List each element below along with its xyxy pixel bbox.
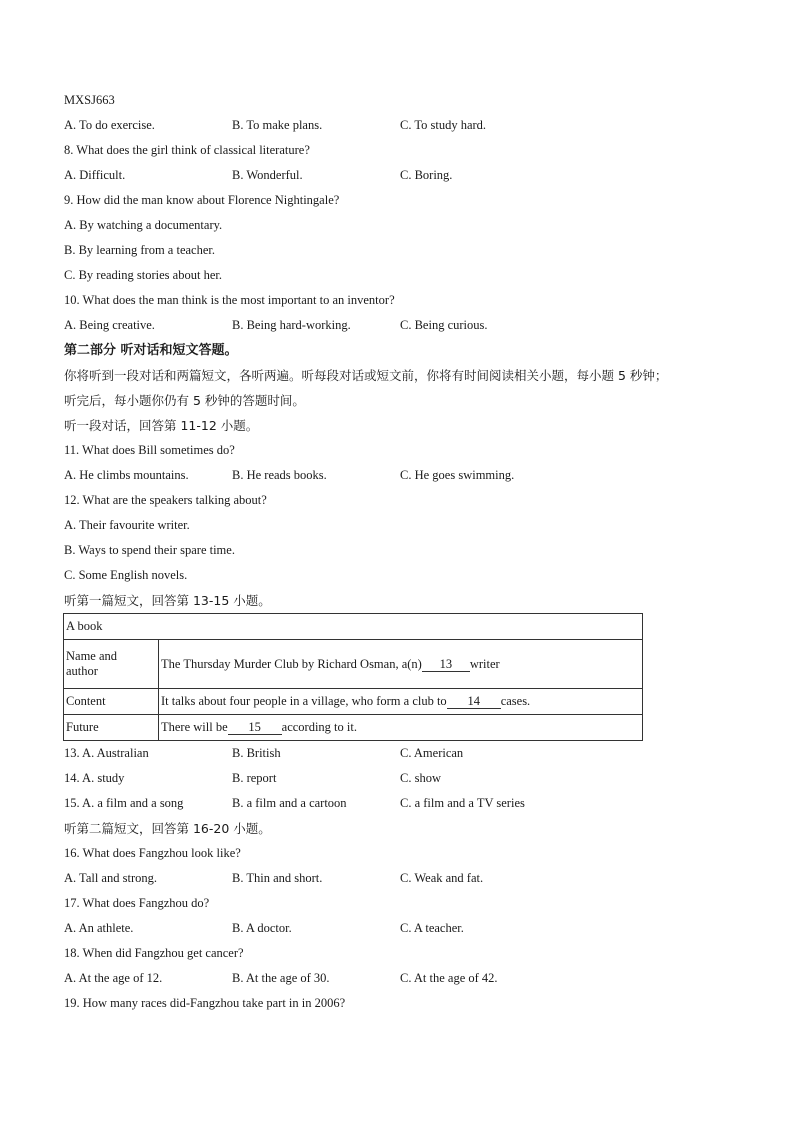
name-author-cell: [159, 640, 643, 689]
q9-option-c: C. By reading stories about her.: [64, 268, 222, 282]
q9-option-b: B. By learning from a teacher.: [64, 243, 215, 257]
name-text-before: The Thursday Murder Club by Richard Osman, a(n): [161, 656, 422, 671]
q10-option-a: A. Being creative.: [64, 318, 155, 332]
question-9: 9. How did the man know about Florence Nightingale?: [64, 193, 340, 207]
q12-option-b: B. Ways to spend their spare time.: [64, 543, 235, 557]
q12-option-a: A. Their favourite writer.: [64, 518, 190, 532]
q13-options: [64, 741, 754, 766]
q16-option-c: C. Weak and fat.: [400, 871, 484, 885]
q7-option-b: B. To make plans.: [232, 118, 323, 132]
q13-option-b: B. British: [232, 746, 281, 760]
q16-option-a: A. Tall and strong.: [64, 871, 157, 885]
header-code: MXSJ663: [64, 93, 115, 107]
q10-option-b: B. Being hard-working.: [232, 318, 351, 332]
q13-option-c: C. American: [400, 746, 464, 760]
table-title: A book: [64, 614, 643, 640]
q11-options: [64, 463, 754, 488]
q8-option-a: A. Difficult.: [64, 168, 126, 182]
future-text-after: according to it.: [281, 720, 357, 734]
q15-options: [64, 791, 754, 816]
q14-option-a: 14. A. study: [64, 771, 125, 785]
part2-instruction-2: 听完后，每小题你仍有 5 秒钟的答题时间。: [64, 393, 305, 408]
passage1-instruction: 听第一篇短文，回答第 13-15 小题。: [64, 593, 271, 608]
content-text-after: cases.: [500, 694, 531, 708]
q10-option-c: C. Being curious.: [400, 318, 488, 332]
q18-option-c: C. At the age of 42.: [400, 971, 498, 985]
q18-options: [64, 966, 754, 991]
q18-option-a: A. At the age of 12.: [64, 971, 163, 985]
book-info-table: [63, 613, 643, 741]
future-text-before: There will be: [161, 720, 228, 734]
name-label-line1: Name and: [66, 649, 118, 663]
question-17: 17. What does Fangzhou do?: [64, 896, 210, 910]
q8-options: [64, 163, 754, 188]
part2-title: 第二部分 听对话和短文答题。: [64, 343, 238, 358]
q15-option-b: B. a film and a cartoon: [232, 796, 347, 810]
question-10: 10. What does the man think is the most important to an inventor?: [64, 293, 395, 307]
content-label: Content: [64, 689, 159, 715]
name-author-label: [64, 640, 159, 689]
q14-options: [64, 766, 754, 791]
part2-instruction-1: 你将听到一段对话和两篇短文，各听两遍。听每段对话或短文前，你将有时间阅读相关小题，每小题 5 秒钟；: [64, 368, 668, 383]
q16-option-b: B. Thin and short.: [232, 871, 323, 885]
q10-options: [64, 313, 754, 338]
q17-option-c: C. A teacher.: [400, 921, 464, 935]
dialog-instruction: 听一段对话，回答第 11-12 小题。: [64, 418, 259, 433]
question-12: 12. What are the speakers talking about?: [64, 493, 267, 507]
question-19: 19. How many races did-Fangzhou take part in in 2006?: [64, 996, 346, 1010]
future-cell: [159, 715, 643, 741]
q7-option-c: C. To study hard.: [400, 118, 487, 132]
q12-option-c: C. Some English novels.: [64, 568, 188, 582]
question-11: 11. What does Bill sometimes do?: [64, 443, 235, 457]
q17-options: [64, 916, 754, 941]
exam-page: [64, 88, 754, 1016]
blank-15: 15: [228, 720, 282, 735]
passage2-instruction: 听第二篇短文，回答第 16-20 小题。: [64, 821, 271, 836]
q11-option-c: C. He goes swimming.: [400, 468, 515, 482]
question-16: 16. What does Fangzhou look like?: [64, 846, 241, 860]
q17-option-a: A. An athlete.: [64, 921, 134, 935]
q15-option-c: C. a film and a TV series: [400, 796, 525, 810]
blank-13: 13: [422, 657, 470, 672]
q14-option-c: C. show: [400, 771, 441, 785]
blank-14: 14: [447, 694, 501, 709]
q7-option-a: A. To do exercise.: [64, 118, 155, 132]
q8-option-b: B. Wonderful.: [232, 168, 303, 182]
q14-option-b: B. report: [232, 771, 277, 785]
q16-options: [64, 866, 754, 891]
q9-option-a: A. By watching a documentary.: [64, 218, 223, 232]
future-label: Future: [64, 715, 159, 741]
q7-options: [64, 113, 754, 138]
q17-option-b: B. A doctor.: [232, 921, 292, 935]
q11-option-a: A. He climbs mountains.: [64, 468, 189, 482]
content-cell: [159, 689, 643, 715]
q18-option-b: B. At the age of 30.: [232, 971, 330, 985]
name-label-line2: author: [66, 664, 98, 678]
q13-option-a: 13. A. Australian: [64, 746, 149, 760]
content-text-before: It talks about four people in a village, who form a club to: [161, 694, 447, 708]
q8-option-c: C. Boring.: [400, 168, 453, 182]
question-8: 8. What does the girl think of classical literature?: [64, 143, 310, 157]
q11-option-b: B. He reads books.: [232, 468, 327, 482]
name-text-after: writer: [469, 656, 500, 671]
q15-option-a: 15. A. a film and a song: [64, 796, 184, 810]
question-18: 18. When did Fangzhou get cancer?: [64, 946, 244, 960]
